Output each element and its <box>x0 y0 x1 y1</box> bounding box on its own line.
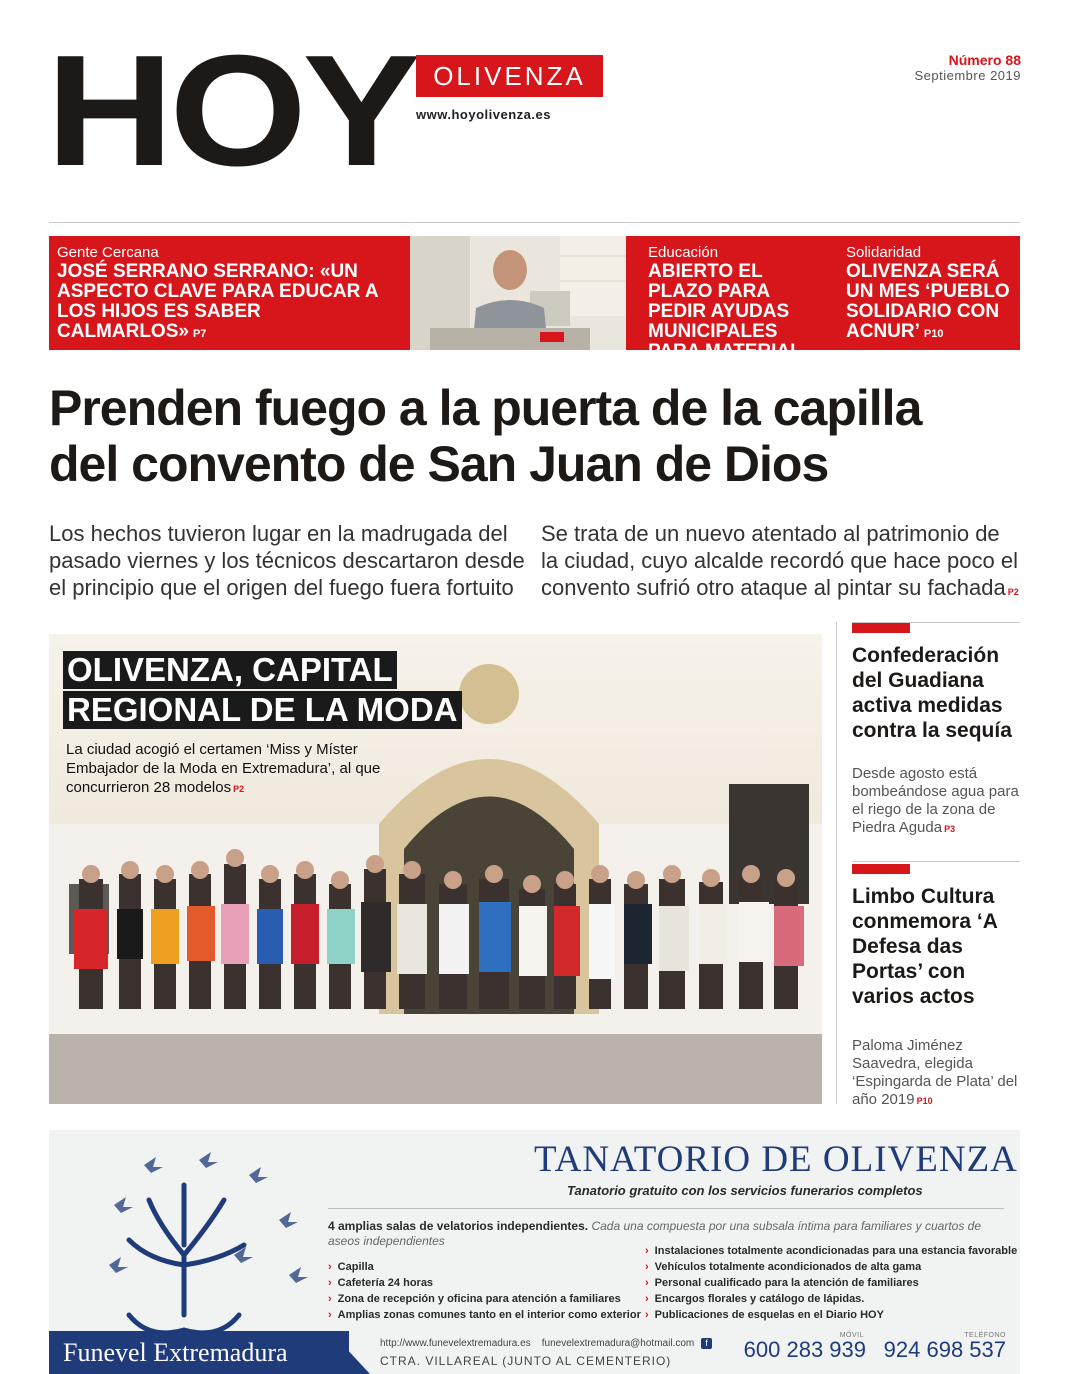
newspaper-logo: HOY <box>46 23 417 199</box>
sidebar-accent-bar <box>852 623 910 633</box>
teaser-photo-interview <box>410 236 626 350</box>
teaser-gente-cercana[interactable] <box>49 236 410 350</box>
teaser-headline: JOSÉ SERRANO SERRANO: «UN ASPECTO CLAVE PARA EDUCAR A LOS HIJOS ES SABER CALMARLOS» P7 <box>57 261 378 342</box>
main-headline[interactable]: Prenden fuego a la puerta de la capilla del convento de San Juan de Dios <box>49 380 922 492</box>
list-item: › Zona de recepción y oficina para atención a familiares <box>328 1291 641 1307</box>
website-link[interactable]: www.hoyolivenza.es <box>416 107 551 122</box>
ad-brand-band: Funevel Extremadura <box>49 1331 349 1374</box>
list-item: › Encargos florales y catálogo de lápidas. <box>645 1291 1017 1307</box>
sidebar-divider <box>836 622 837 1104</box>
sidebar-story-title[interactable]: Confederación del Guadiana activa medidas contra la sequía <box>852 644 1012 742</box>
ad-contact-line <box>380 1338 712 1349</box>
issue-date: Septiembre 2019 <box>914 68 1021 83</box>
sidebar-accent-bar <box>852 864 910 874</box>
sidebar-mid-rule <box>852 861 1020 862</box>
masthead-divider <box>49 222 1020 223</box>
teaser-kicker: Gente Cercana <box>57 244 159 261</box>
ad-mobile-label: MÓVIL <box>839 1332 864 1339</box>
ad-phone-block <box>880 1332 1006 1363</box>
teaser-educacion[interactable] <box>626 236 838 382</box>
ad-phone-label: TELÉFONO <box>964 1332 1006 1339</box>
list-item: › Vehículos totalmente acondicionados de alta gama <box>645 1259 1017 1275</box>
main-deck-right: Se trata de un nuevo atentado al patrimonio de la ciudad, cuyo alcalde recordó que hace poco el convento sufrió otro ataque al pintar su fachada P2 <box>541 521 1019 600</box>
photo-story-caption: La ciudad acogió el certamen ‘Miss y Míster Embajador de la Moda en Extremadura’, al que concurrieron 28 modelos P2 <box>66 741 381 796</box>
list-item: › Personal cualificado para la atención de familiares <box>645 1275 1017 1291</box>
teaser-kicker: Educación <box>648 244 719 261</box>
list-item: › Instalaciones totalmente acondicionadas para una estancia favorable <box>645 1243 1017 1259</box>
list-item: › Publicaciones de esquelas en el Diario HOY <box>645 1307 1017 1323</box>
ad-address: CTRA. VILLAREAL (JUNTO AL CEMENTERIO) <box>380 1354 672 1368</box>
teaser-headline: OLIVENZA SERÁ UN MES ‘PUEBLO SOLIDARIO CON ACNUR’ P10 <box>846 261 1010 342</box>
ad-services-right <box>645 1243 1017 1323</box>
issue-number: Número 88 <box>948 52 1021 68</box>
ad-divider <box>328 1208 1004 1209</box>
ad-email-link[interactable]: funevelextremadura@hotmail.com <box>541 1338 695 1349</box>
ad-web-link[interactable]: http://www.funevelextremadura.es <box>380 1338 531 1349</box>
ad-services-left <box>328 1259 641 1323</box>
issue-info <box>914 52 1021 83</box>
list-item: › Capilla <box>328 1259 641 1275</box>
list-item: › Amplias zonas comunes tanto en el interior como exterior <box>328 1307 641 1323</box>
teaser-kicker: Solidaridad <box>846 244 922 261</box>
teaser-headline: ABIERTO EL PLAZO PARA PEDIR AYUDAS MUNICIPALES PARA MATERIAL ESCOLAR P10 <box>648 261 802 382</box>
ad-mobile-block <box>730 1332 866 1363</box>
ad-subtitle: Tanatorio gratuito con los servicios funerarios completos <box>567 1183 923 1198</box>
main-deck-left: Los hechos tuvieron lugar en la madrugada del pasado viernes y los técnicos descartaron desde el principio que el origen del fuego fuera fortuito <box>49 521 525 600</box>
sidebar-story-text: Paloma Jiménez Saavedra, elegida ‘Espingarda de Plata’ del año 2019 P10 <box>852 1037 1018 1108</box>
list-item: › Cafetería 24 horas <box>328 1275 641 1291</box>
ad-band-tail-shape <box>330 1331 370 1374</box>
sidebar-story-title[interactable]: Limbo Cultura conmemora ‘A Defesa das Portas’ con varios actos <box>852 885 998 1008</box>
ad-phone-number[interactable]: 924 698 537 <box>883 1337 1006 1362</box>
ad-intro: 4 amplias salas de velatorios independientes. Cada una compuesta por una subsala íntima para familiares y cuartos de aseos independientes <box>328 1219 982 1248</box>
edition-label: OLIVENZA <box>416 55 603 97</box>
facebook-icon[interactable]: f <box>701 1338 712 1349</box>
teaser-solidaridad[interactable] <box>838 236 1020 350</box>
photo-story-title[interactable]: OLIVENZA, CAPITAL REGIONAL DE LA MODA <box>63 651 462 731</box>
sidebar-story-text: Desde agosto está bombeándose agua para el riego de la zona de Piedra Aguda P3 <box>852 765 1019 836</box>
ad-title: TANATORIO DE OLIVENZA <box>534 1139 1018 1180</box>
ad-mobile-number[interactable]: 600 283 939 <box>743 1337 866 1362</box>
